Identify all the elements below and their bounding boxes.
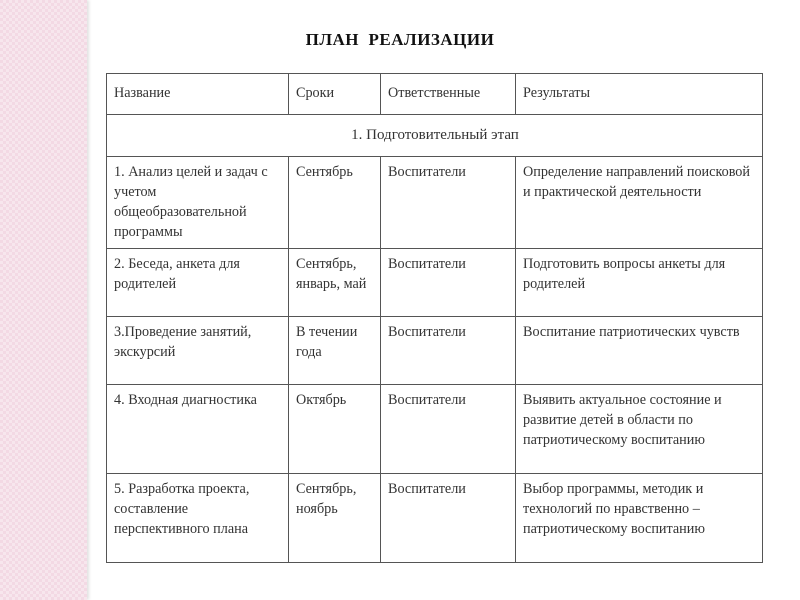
cell-responsible: Воспитатели [381, 249, 516, 317]
header-responsible: Ответственные [381, 74, 516, 115]
plan-table [106, 73, 763, 563]
header-dates: Сроки [289, 74, 381, 115]
cell-results: Воспитание патриотических чувств [516, 317, 763, 385]
cell-responsible: Воспитатели [381, 157, 516, 249]
cell-name: 2. Беседа, анкета для родителей [107, 249, 289, 317]
cell-results: Подготовить вопросы анкеты для родителей [516, 249, 763, 317]
cell-dates: В течении года [289, 317, 381, 385]
cell-name: 3.Проведение занятий, экскурсий [107, 317, 289, 385]
cell-responsible: Воспитатели [381, 317, 516, 385]
table-row [107, 385, 763, 474]
table-row [107, 249, 763, 317]
table-header-row [107, 74, 763, 115]
cell-dates: Сентябрь, ноябрь [289, 474, 381, 563]
stage-row [107, 115, 763, 157]
cell-results: Определение направлений поисковой и практической деятельности [516, 157, 763, 249]
cell-dates: Сентябрь, январь, май [289, 249, 381, 317]
page-title: ПЛАН РЕАЛИЗАЦИИ [305, 30, 495, 49]
header-results: Результаты [516, 74, 763, 115]
table-row [107, 157, 763, 249]
stage-title: 1. Подготовительный этап [107, 115, 763, 157]
cell-responsible: Воспитатели [381, 474, 516, 563]
cell-name: 1. Анализ целей и задач с учетом общеобразовательной программы [107, 157, 289, 249]
header-name: Название [107, 74, 289, 115]
table-row [107, 317, 763, 385]
cell-dates: Октябрь [289, 385, 381, 474]
table-row [107, 474, 763, 563]
cell-responsible: Воспитатели [381, 385, 516, 474]
cell-results: Выбор программы, методик и технологий по нравственно – патриотическому воспитанию [516, 474, 763, 563]
decorative-sidebar [0, 0, 87, 600]
cell-results: Выявить актуальное состояние и развитие детей в области по патриотическому воспитанию [516, 385, 763, 474]
cell-name: 4. Входная диагностика [107, 385, 289, 474]
cell-dates: Сентябрь [289, 157, 381, 249]
cell-name: 5. Разработка проекта, составление перспективного плана [107, 474, 289, 563]
